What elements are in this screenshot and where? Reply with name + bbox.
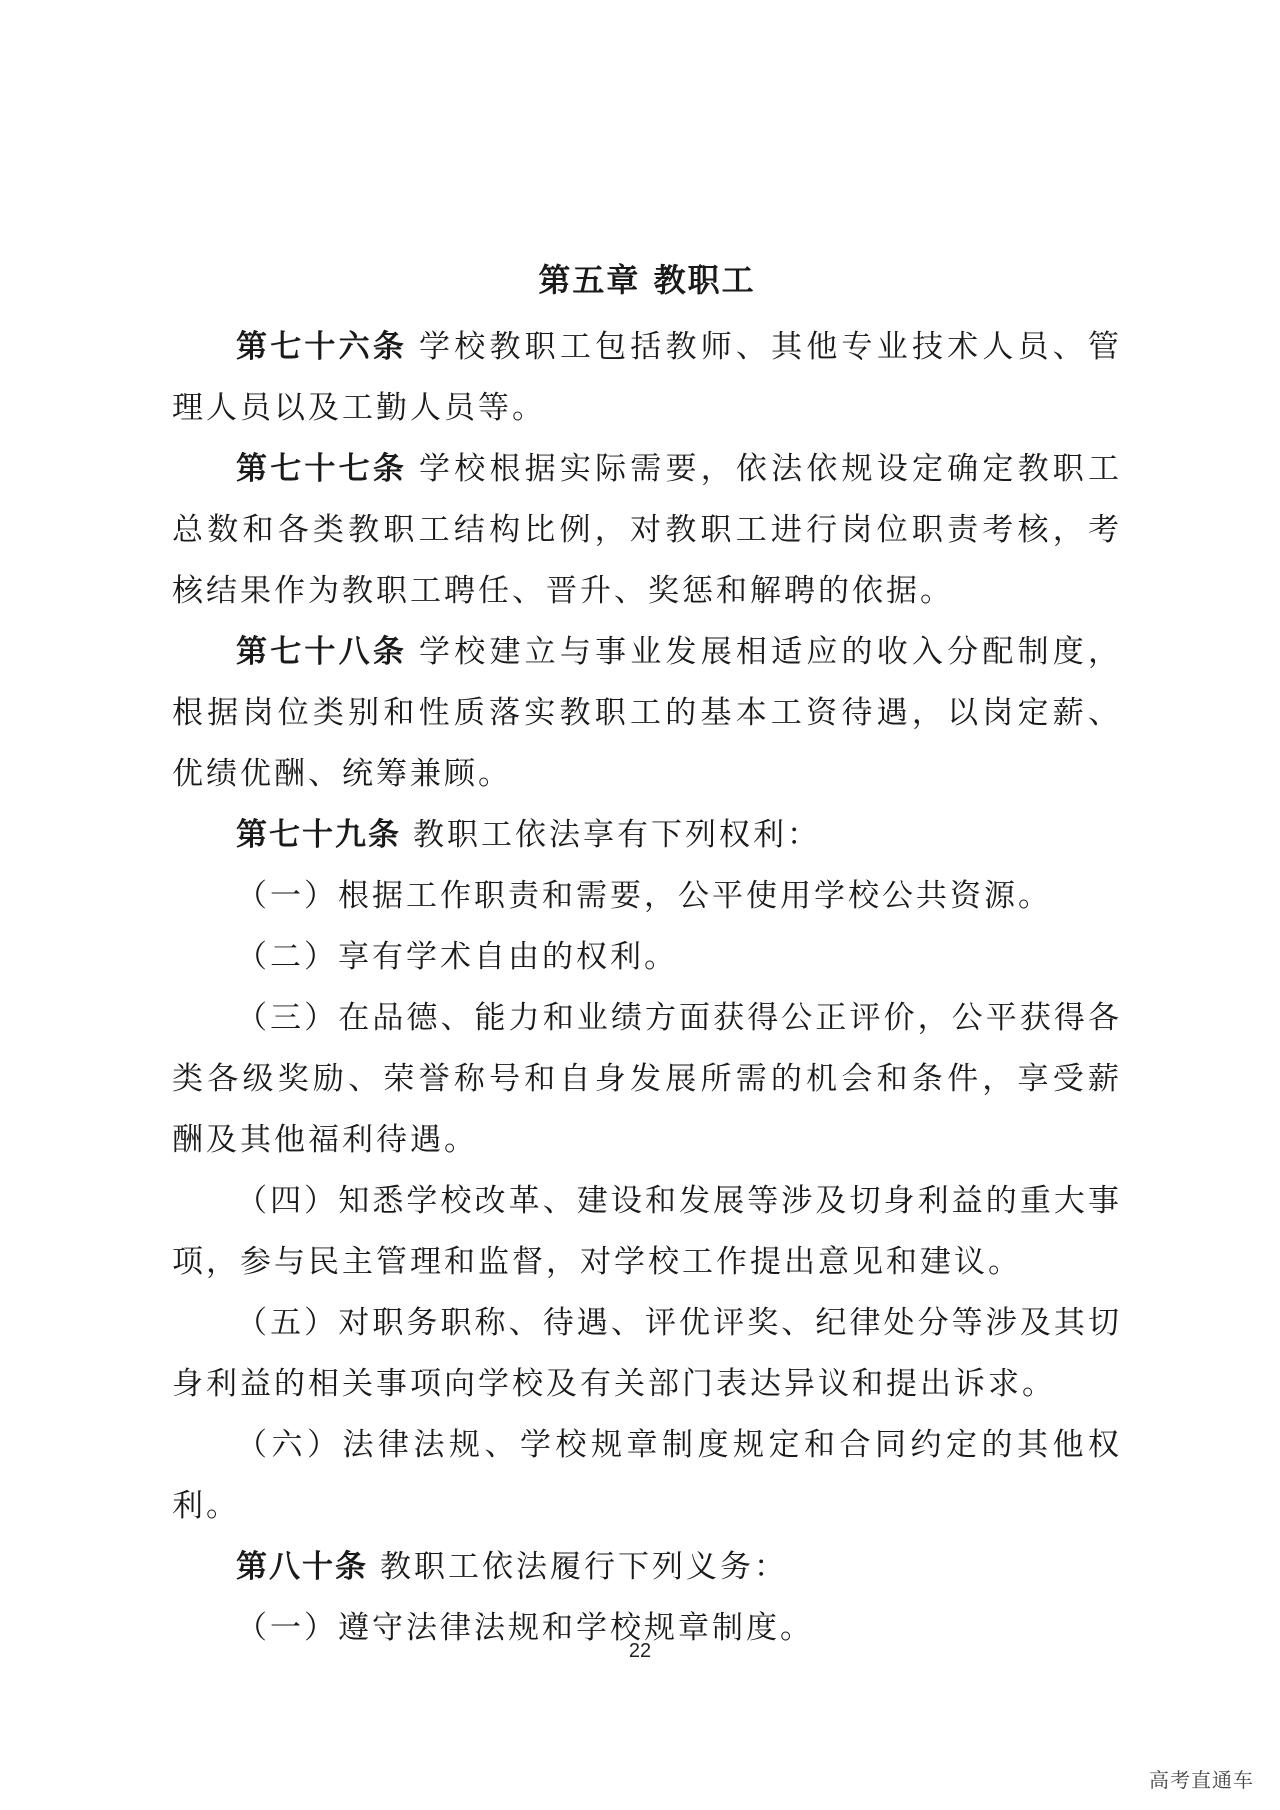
article-text: 教职工依法履行下列义务： [380, 1549, 788, 1585]
list-item: （二）享有学术自由的权利。 [236, 939, 678, 975]
article-heading: 第七十七条 [236, 451, 408, 487]
list-item: （一）遵守法律法规和学校规章制度。 [236, 1610, 814, 1646]
article-80 [172, 1537, 1122, 1598]
article-text: 学校根据实际需要，依法依规设定确定教职工总数和各类教职工结构比例，对教职工进行岗位职责考核，考核结果作为教职工聘任、晋升、奖惩和解聘的依据。 [172, 451, 1123, 609]
article-text: 学校教职工包括教师、其他专业技术人员、管理人员以及工勤人员等。 [172, 329, 1123, 426]
article-79 [172, 805, 1122, 866]
page-number: 22 [628, 1640, 652, 1662]
article-heading: 第七十九条 [236, 817, 401, 853]
chapter-title: 第五章 教职工 [538, 261, 756, 299]
watermark-text: 高考直通车 [1149, 1768, 1254, 1792]
article-heading: 第七十六条 [236, 329, 408, 365]
article-text: 教职工依法享有下列权利： [413, 817, 821, 853]
article-78 [172, 622, 1122, 805]
list-item: （四）知悉学校改革、建设和发展等涉及切身利益的重大事项，参与民主管理和监督，对学校工作提出意见和建议。 [172, 1183, 1122, 1280]
article-76 [172, 317, 1122, 439]
list-item: （五）对职务职称、待遇、评优评奖、纪律处分等涉及其切身利益的相关事项向学校及有关部门表达异议和提出诉求。 [172, 1305, 1122, 1402]
list-item: （一）根据工作职责和需要，公平使用学校公共资源。 [236, 878, 1052, 914]
article-text: 学校建立与事业发展相适应的收入分配制度，根据岗位类别和性质落实教职工的基本工资待遇，以岗定薪、优绩优酬、统筹兼顾。 [172, 634, 1123, 792]
page-content [172, 255, 1122, 1659]
article-heading: 第八十条 [236, 1549, 368, 1585]
list-item: （三）在品德、能力和业绩方面获得公正评价，公平获得各类各级奖励、荣誉称号和自身发展所需的机会和条件，享受薪酬及其他福利待遇。 [172, 1000, 1122, 1158]
article-77 [172, 439, 1122, 622]
list-item: （六）法律法规、学校规章制度规定和合同约定的其他权利。 [172, 1427, 1122, 1524]
article-heading: 第七十八条 [236, 634, 408, 670]
